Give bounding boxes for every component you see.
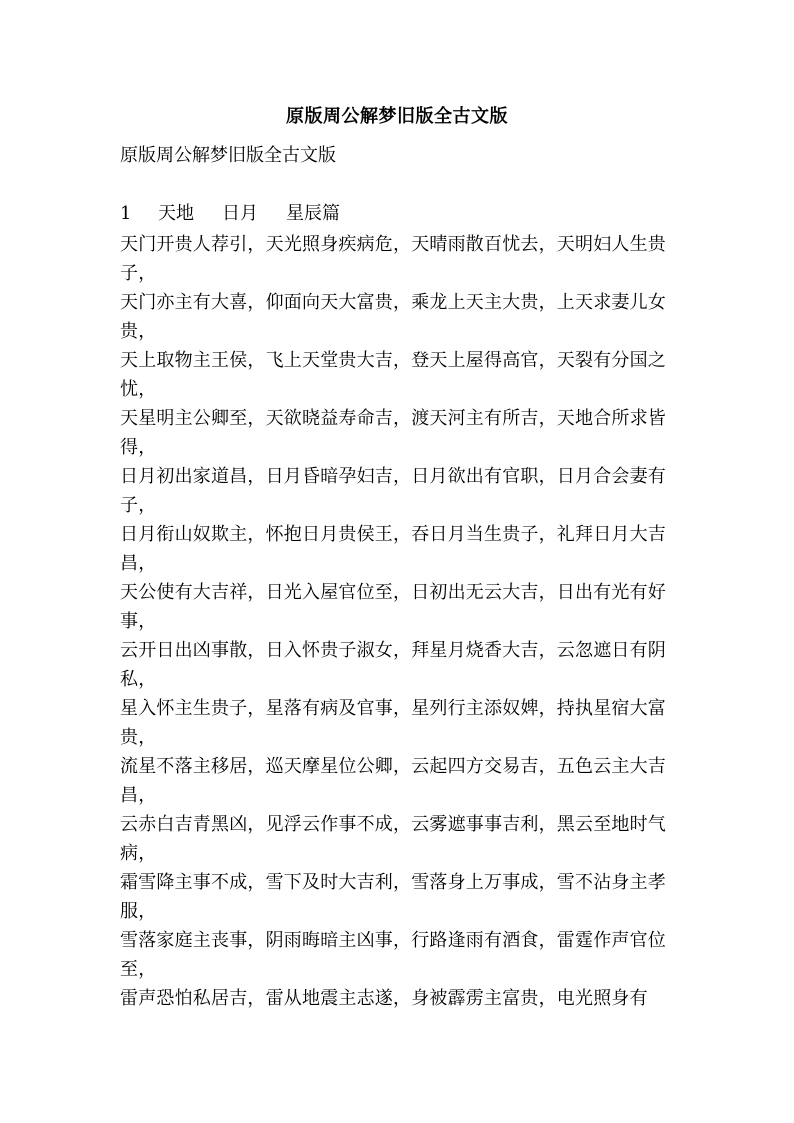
paragraph: 雪落家庭主丧事，阴雨晦暗主凶事，行路逢雨有酒食，雷霆作声官位至， xyxy=(120,930,666,980)
paragraph: 日月初出家道昌，日月昏暗孕妇吉，日月欲出有官职，日月合会妻有子， xyxy=(120,466,666,516)
paragraph: 星入怀主生贵子，星落有病及官事，星列行主添奴婢，持执星宿大富贵， xyxy=(120,698,666,748)
paragraph: 雷声恐怕私居吉，雷从地震主志遂，身被霹雳主富贵，电光照身有 xyxy=(120,988,648,1009)
paragraph: 天公使有大吉祥，日光入屋官位至，日初出无云大吉，日出有光有好事， xyxy=(120,582,666,632)
document-subtitle: 原版周公解梦旧版全古文版 xyxy=(120,145,336,166)
paragraph: 流星不落主移居，巡天摩星位公卿，云起四方交易吉，五色云主大吉昌， xyxy=(120,756,666,806)
section-word-2: 日月 xyxy=(222,203,258,224)
section-number: 1 xyxy=(120,203,132,224)
paragraph: 云开日出凶事散，日入怀贵子淑女，拜星月烧香大吉，云忽遮日有阴私， xyxy=(120,640,666,690)
paragraph: 天星明主公卿至，天欲晓益寿命吉，渡天河主有所吉，天地合所求皆得， xyxy=(120,408,666,458)
section-word-1: 天地 xyxy=(158,203,194,224)
section-heading xyxy=(120,201,340,227)
paragraph: 天上取物主王侯，飞上天堂贵大吉，登天上屋得高官，天裂有分国之忧， xyxy=(120,350,666,400)
paragraph: 日月衔山奴欺主，怀抱日月贵侯王，吞日月当生贵子，礼拜日月大吉昌， xyxy=(120,524,666,574)
paragraph: 霜雪降主事不成，雪下及时大吉利，雪落身上万事成，雪不沾身主孝服， xyxy=(120,872,666,922)
paragraph: 云赤白吉青黑凶，见浮云作事不成，云雾遮事事吉利，黑云至地时气病， xyxy=(120,814,666,864)
paragraph: 天门亦主有大喜，仰面向天大富贵，乘龙上天主大贵，上天求妻儿女贵， xyxy=(120,292,666,342)
section-word-3: 星辰篇 xyxy=(286,203,340,224)
body-text xyxy=(120,230,668,1013)
paragraph: 天门开贵人荐引，天光照身疾病危，天晴雨散百忧去，天明妇人生贵子， xyxy=(120,234,666,284)
document-title: 原版周公解梦旧版全古文版 xyxy=(286,106,508,127)
